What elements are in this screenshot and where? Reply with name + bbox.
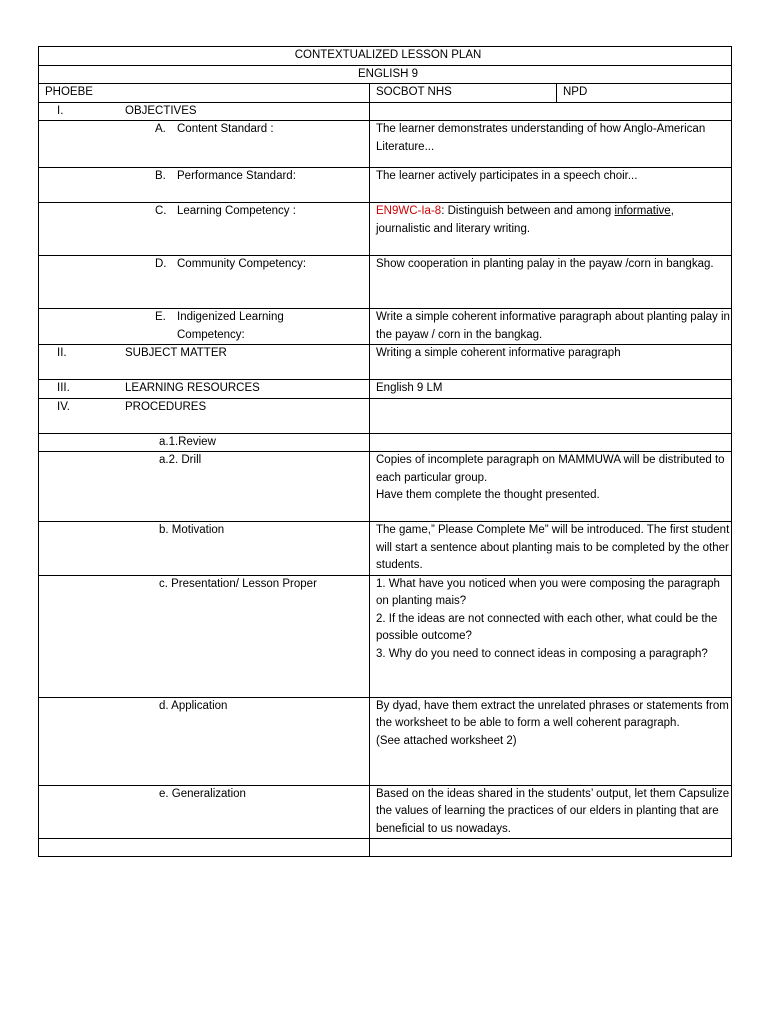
drill-label: a.2. Drill bbox=[39, 452, 370, 522]
section-number: II. bbox=[57, 347, 67, 359]
resources-row bbox=[39, 380, 732, 399]
generalization-row bbox=[39, 785, 732, 839]
learning-competency-row bbox=[39, 203, 732, 256]
section-label: OBJECTIVES bbox=[125, 104, 197, 117]
learning-competency-value: EN9WC-Ia-8: Distinguish between and among informative, journalistic and literary writing. bbox=[370, 203, 732, 256]
application-label: d. Application bbox=[39, 697, 370, 785]
indigenized-competency-row bbox=[39, 309, 732, 345]
performance-standard-value: The learner actively participates in a speech choir... bbox=[370, 168, 732, 203]
lesson-plan-table bbox=[38, 46, 732, 857]
section-number: IV. bbox=[57, 400, 71, 413]
motivation-value: The game,” Please Complete Me” will be introduced. The first student will start a sentence about planting mais to be completed by the other students. bbox=[370, 522, 732, 576]
presentation-label: c. Presentation/ Lesson Proper bbox=[39, 575, 370, 697]
section-number: I. bbox=[57, 104, 64, 117]
community-competency-row bbox=[39, 256, 732, 309]
review-row bbox=[39, 433, 732, 452]
drill-value: Copies of incomplete paragraph on MAMMUWA will be distributed to each particular group. Have them complete the thought presented. bbox=[370, 452, 732, 522]
application-value: By dyad, have them extract the unrelated phrases or statements from the worksheet to be able to form a well coherent paragraph. (See attached worksheet 2) bbox=[370, 697, 732, 785]
review-label: a.1.Review bbox=[39, 433, 370, 452]
performance-standard-row bbox=[39, 168, 732, 203]
procedures-row bbox=[39, 398, 732, 433]
indigenized-competency-label: Indigenized Learning Competency: bbox=[177, 311, 284, 341]
subject-row bbox=[39, 65, 732, 84]
objectives-row bbox=[39, 102, 732, 121]
school-code: NPD bbox=[557, 84, 732, 103]
content-standard-value: The learner demonstrates understanding of how Anglo-American Literature... bbox=[370, 121, 732, 168]
subject-matter-value: Writing a simple coherent informative paragraph bbox=[370, 345, 732, 380]
indigenized-competency-value: Write a simple coherent informative paragraph about planting palay in the payaw / corn in the bangkag. bbox=[370, 309, 732, 345]
objectives-heading bbox=[39, 102, 370, 121]
motivation-label: b. Motivation bbox=[39, 522, 370, 576]
learning-competency-label: Learning Competency : bbox=[177, 205, 296, 217]
content-standard-row bbox=[39, 121, 732, 168]
section-label: SUBJECT MATTER bbox=[125, 347, 227, 359]
presentation-value: 1. What have you noticed when you were composing the paragraph on planting mais? 2. If the ideas are not connected with each other, what could be the possible outcome? 3. Why do you need to connect ideas in composing a paragraph? bbox=[370, 575, 732, 697]
review-value bbox=[370, 433, 732, 452]
presentation-row bbox=[39, 575, 732, 697]
empty-row bbox=[39, 839, 732, 857]
section-number: III. bbox=[57, 382, 70, 394]
item-letter: B. bbox=[155, 170, 166, 182]
item-letter: E. bbox=[155, 311, 166, 323]
subject-matter-row bbox=[39, 345, 732, 380]
school-name: SOCBOT NHS bbox=[370, 84, 557, 103]
plan-title: CONTEXTUALIZED LESSON PLAN bbox=[39, 47, 732, 66]
performance-standard-label: Performance Standard: bbox=[177, 170, 296, 182]
item-letter: A. bbox=[155, 123, 166, 135]
teacher-name: PHOEBE bbox=[39, 84, 370, 103]
section-label: PROCEDURES bbox=[125, 400, 207, 413]
info-row bbox=[39, 84, 732, 103]
competency-code: EN9WC-Ia-8 bbox=[376, 205, 442, 217]
drill-row bbox=[39, 452, 732, 522]
generalization-value: Based on the ideas shared in the students’ output, let them Capsulize the values of learning the practices of our elders in planting that are beneficial to us nowadays. bbox=[370, 785, 732, 839]
application-row bbox=[39, 697, 732, 785]
title-row bbox=[39, 47, 732, 66]
item-letter: C. bbox=[155, 205, 167, 217]
section-label: LEARNING RESOURCES bbox=[125, 382, 260, 394]
generalization-label: e. Generalization bbox=[39, 785, 370, 839]
community-competency-value: Show cooperation in planting palay in the payaw /corn in bangkag. bbox=[370, 256, 732, 309]
plan-subject: ENGLISH 9 bbox=[39, 65, 732, 84]
item-letter: D. bbox=[155, 258, 167, 270]
resources-value: English 9 LM bbox=[370, 380, 732, 399]
community-competency-label: Community Competency: bbox=[177, 258, 307, 270]
motivation-row bbox=[39, 522, 732, 576]
content-standard-label: Content Standard : bbox=[177, 123, 274, 135]
